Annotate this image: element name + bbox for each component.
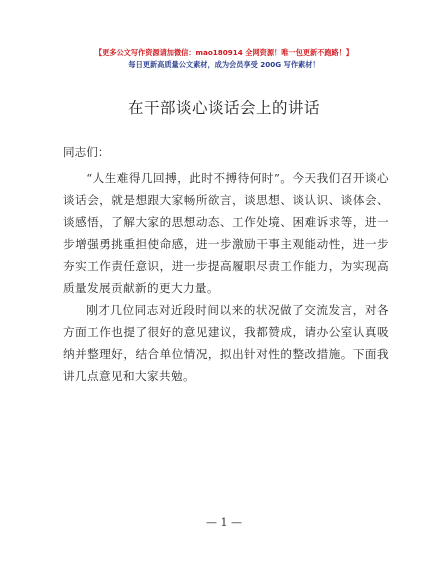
paragraph-2: 刚才几位同志对近段时间以来的状况做了交流发言，对各方面工作也提了很好的意见建议，我都赞成，请办公室认真吸纳并整理好，结合单位情况，拟出针对性的整改措施。下面我讲几点意见和大家共勉。	[63, 303, 389, 383]
promo-banner-line-2: 每日更新高质量公文素材，成为会员享受 200G 写作素材！	[128, 60, 320, 69]
document-title: 在干部谈心谈话会上的讲话	[127, 99, 320, 117]
paragraph-1: “人生难得几回搏，此时不搏待何时”。今天我们召开谈心谈话会，就是想跟大家畅所欲言，谈思想、谈认识、谈体会、谈感悟，了解大家的思想动态、工作处境、困难诉求等，进一步增强勇挑重担使命感，进一步激励干事主观能动性，进一步夯实工作责任意识，进一步提高履职尽责工作能力，为实现高质量发展贡献新的更大力量。	[63, 171, 389, 295]
page-number: — 1 —	[206, 516, 242, 529]
salutation: 同志们：	[63, 145, 110, 159]
promo-banner-line-1: 【更多公文写作资源请加微信：mao180914 全网资源！唯一包更新不跑路！】	[94, 48, 354, 57]
document-body	[63, 141, 389, 387]
promo-banner	[0, 47, 448, 71]
